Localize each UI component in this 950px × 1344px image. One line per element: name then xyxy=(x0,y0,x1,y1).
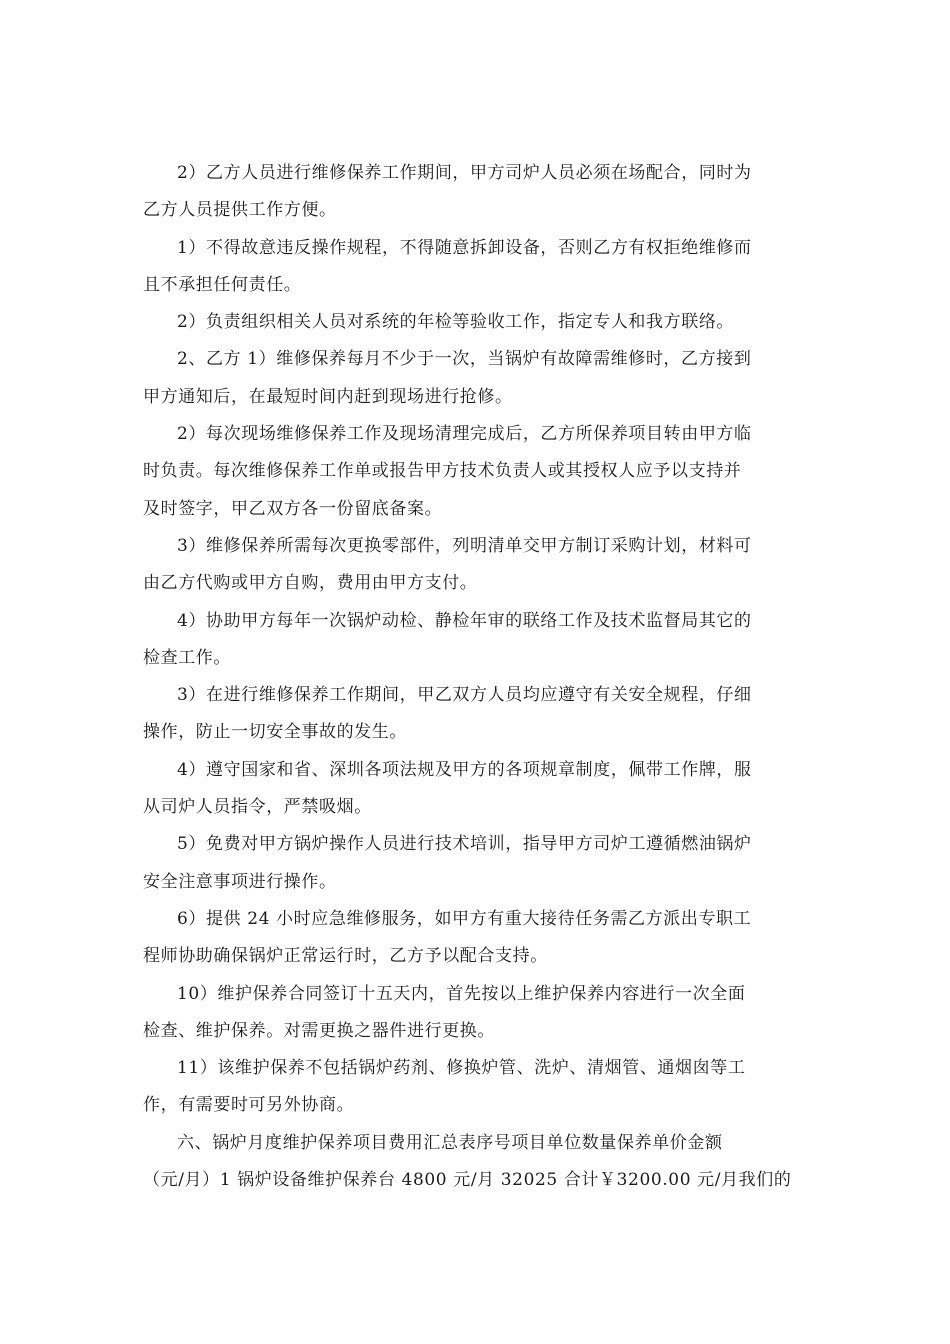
text-line: 2、乙方 1）维修保养每月不少于一次，当锅炉有故障需维修时，乙方接到 xyxy=(177,349,752,370)
text-line: 且不承担任何责任。 xyxy=(143,274,302,295)
paragraph xyxy=(143,901,807,976)
paragraph xyxy=(143,603,807,678)
document-body xyxy=(143,155,807,1199)
text-line: 5）免费对甲方锅炉操作人员进行技术培训，指导甲方司炉工遵循燃油锅炉 xyxy=(177,834,752,855)
text-line: 4）协助甲方每年一次锅炉动检、静检年审的联络工作及技术监督局其它的 xyxy=(177,610,752,631)
text-line: 及时签字，甲乙双方各一份留底备案。 xyxy=(143,498,443,519)
paragraph xyxy=(143,752,807,827)
text-line: 1）不得故意违反操作规程，不得随意拆卸设备，否则乙方有权拒绝维修而 xyxy=(177,237,752,258)
text-line: 4）遵守国家和省、深圳各项法规及甲方的各项规章制度，佩带工作牌，服 xyxy=(177,759,752,780)
text-line: 检查工作。 xyxy=(143,647,231,668)
text-line: 3）维修保养所需每次更换零部件，列明清单交甲方制订采购计划，材料可 xyxy=(177,535,752,556)
text-line: 程师协助确保锅炉正常运行时，乙方予以配合支持。 xyxy=(143,946,548,967)
text-line: 从司炉人员指令，严禁吸烟。 xyxy=(143,797,372,818)
text-line: 10）维护保养合同签订十五天内，首先按以上维护保养内容进行一次全面 xyxy=(177,983,746,1004)
text-line: 操作，防止一切安全事故的发生。 xyxy=(143,722,407,743)
paragraph xyxy=(143,304,807,341)
text-line: 时负责。每次维修保养工作单或报告甲方技术负责人或其授权人应予以支持并 xyxy=(143,461,742,482)
paragraph xyxy=(143,230,807,305)
paragraph xyxy=(143,341,807,416)
text-line: 由乙方代购或甲方自购，费用由甲方支付。 xyxy=(143,573,478,594)
text-line: 检查、维护保养。对需更换之器件进行更换。 xyxy=(143,1020,495,1041)
paragraph xyxy=(143,1125,807,1200)
paragraph xyxy=(143,528,807,603)
text-line: 11）该维护保养不包括锅炉药剂、修换炉管、洗炉、清烟管、通烟囱等工 xyxy=(177,1058,746,1079)
text-line: 6）提供 24 小时应急维修服务，如甲方有重大接待任务需乙方派出专职工 xyxy=(177,908,752,929)
text-line: 乙方人员提供工作方便。 xyxy=(143,200,337,221)
paragraph xyxy=(143,677,807,752)
text-line: 六、锅炉月度维护保养项目费用汇总表序号项目单位数量保养单价金额 xyxy=(177,1132,723,1153)
paragraph xyxy=(143,976,807,1051)
text-line: 2）负责组织相关人员对系统的年检等验收工作，指定专人和我方联络。 xyxy=(177,312,735,333)
text-line: （元/月）1 锅炉设备维护保养台 4800 元/月 32025 合计￥3200.00 元/月我们的 xyxy=(143,1170,792,1191)
paragraph xyxy=(143,155,807,230)
paragraph xyxy=(143,1050,807,1125)
paragraph xyxy=(143,826,807,901)
text-line: 甲方通知后，在最短时间内赶到现场进行抢修。 xyxy=(143,386,513,407)
text-line: 安全注意事项进行操作。 xyxy=(143,871,337,892)
paragraph xyxy=(143,416,807,528)
text-line: 3）在进行维修保养工作期间，甲乙双方人员均应遵守有关安全规程，仔细 xyxy=(177,685,752,706)
text-line: 2）乙方人员进行维修保养工作期间，甲方司炉人员必须在场配合，同时为 xyxy=(177,163,752,183)
text-line: 作，有需要时可另外协商。 xyxy=(143,1095,355,1116)
text-line: 2）每次现场维修保养工作及现场清理完成后，乙方所保养项目转由甲方临 xyxy=(177,424,752,445)
